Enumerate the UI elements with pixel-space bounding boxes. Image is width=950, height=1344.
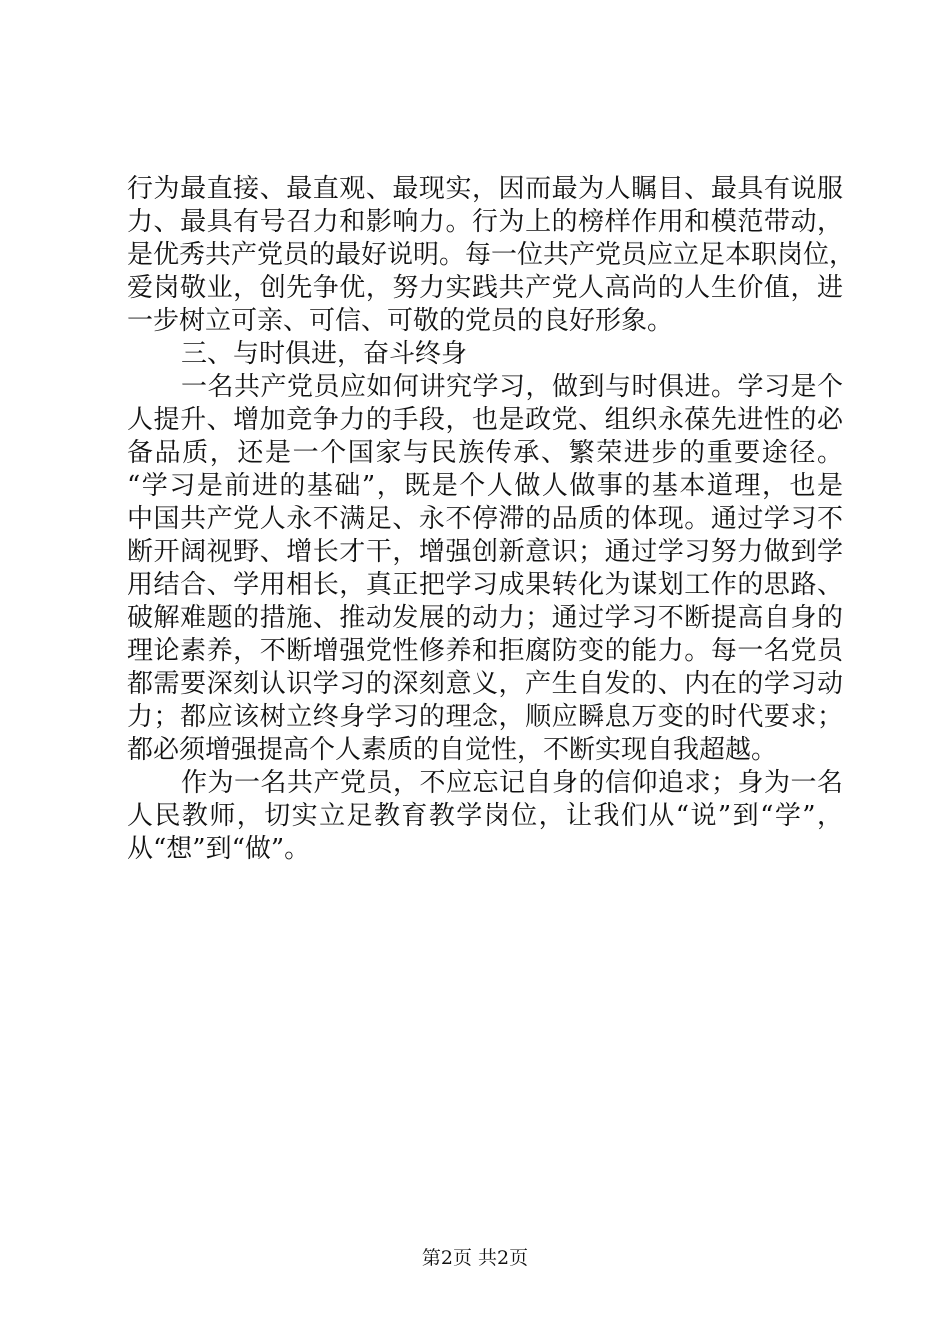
text-line: 行为最直接、最直观、最现实，因而最为人瞩目、最具有说服 <box>127 174 843 204</box>
text-line: 备品质，还是一个国家与民族传承、繁荣进步的重要途径。 <box>127 438 843 468</box>
text-line: 力；都应该树立终身学习的理念，顺应瞬息万变的时代要求； <box>127 702 843 732</box>
text-line: 断开阔视野、增长才干，增强创新意识；通过学习努力做到学 <box>127 537 843 567</box>
text-line: 都需要深刻认识学习的深刻意义，产生自发的、内在的学习动 <box>127 669 843 699</box>
text-line: 是优秀共产党员的最好说明。每一位共产党员应立足本职岗位， <box>127 240 856 270</box>
text-line: 力、最具有号召力和影响力。行为上的榜样作用和模范带动， <box>127 207 843 237</box>
text-line: 用结合、学用相长，真正把学习成果转化为谋划工作的思路、 <box>127 570 843 600</box>
text-line: 一名共产党员应如何讲究学习，做到与时俱进。学习是个 <box>181 372 843 402</box>
text-line: “学习是前进的基础”，既是个人做人做事的基本道理，也是 <box>127 471 843 501</box>
text-line: 爱岗敬业，创先争优，努力实践共产党人高尚的人生价值，进 <box>127 273 843 303</box>
text-line: 理论素养，不断增强党性修养和拒腐防变的能力。每一名党员 <box>127 636 843 666</box>
text-line: 破解难题的措施、推动发展的动力；通过学习不断提高自身的 <box>127 603 843 633</box>
page-footer: 第2页 共2页 <box>421 1247 529 1269</box>
text-line: 都必须增强提高个人素质的自觉性，不断实现自我超越。 <box>127 735 778 765</box>
text-line: 中国共产党人永不满足、永不停滞的品质的体现。通过学习不 <box>127 504 843 534</box>
document-body <box>127 173 856 866</box>
text-line: 作为一名共产党员，不应忘记自身的信仰追求；身为一名 <box>181 768 843 798</box>
text-line: 人民教师，切实立足教育教学岗位，让我们从“说”到“学”， <box>127 801 843 831</box>
text-line: 一步树立可亲、可信、可敬的党员的良好形象。 <box>127 306 674 336</box>
text-line: 三、与时俱进，奋斗终身 <box>181 339 468 369</box>
text-line: 人提升、增加竞争力的手段，也是政党、组织永葆先进性的必 <box>127 405 843 435</box>
text-line: 从“想”到“做”。 <box>127 834 311 864</box>
